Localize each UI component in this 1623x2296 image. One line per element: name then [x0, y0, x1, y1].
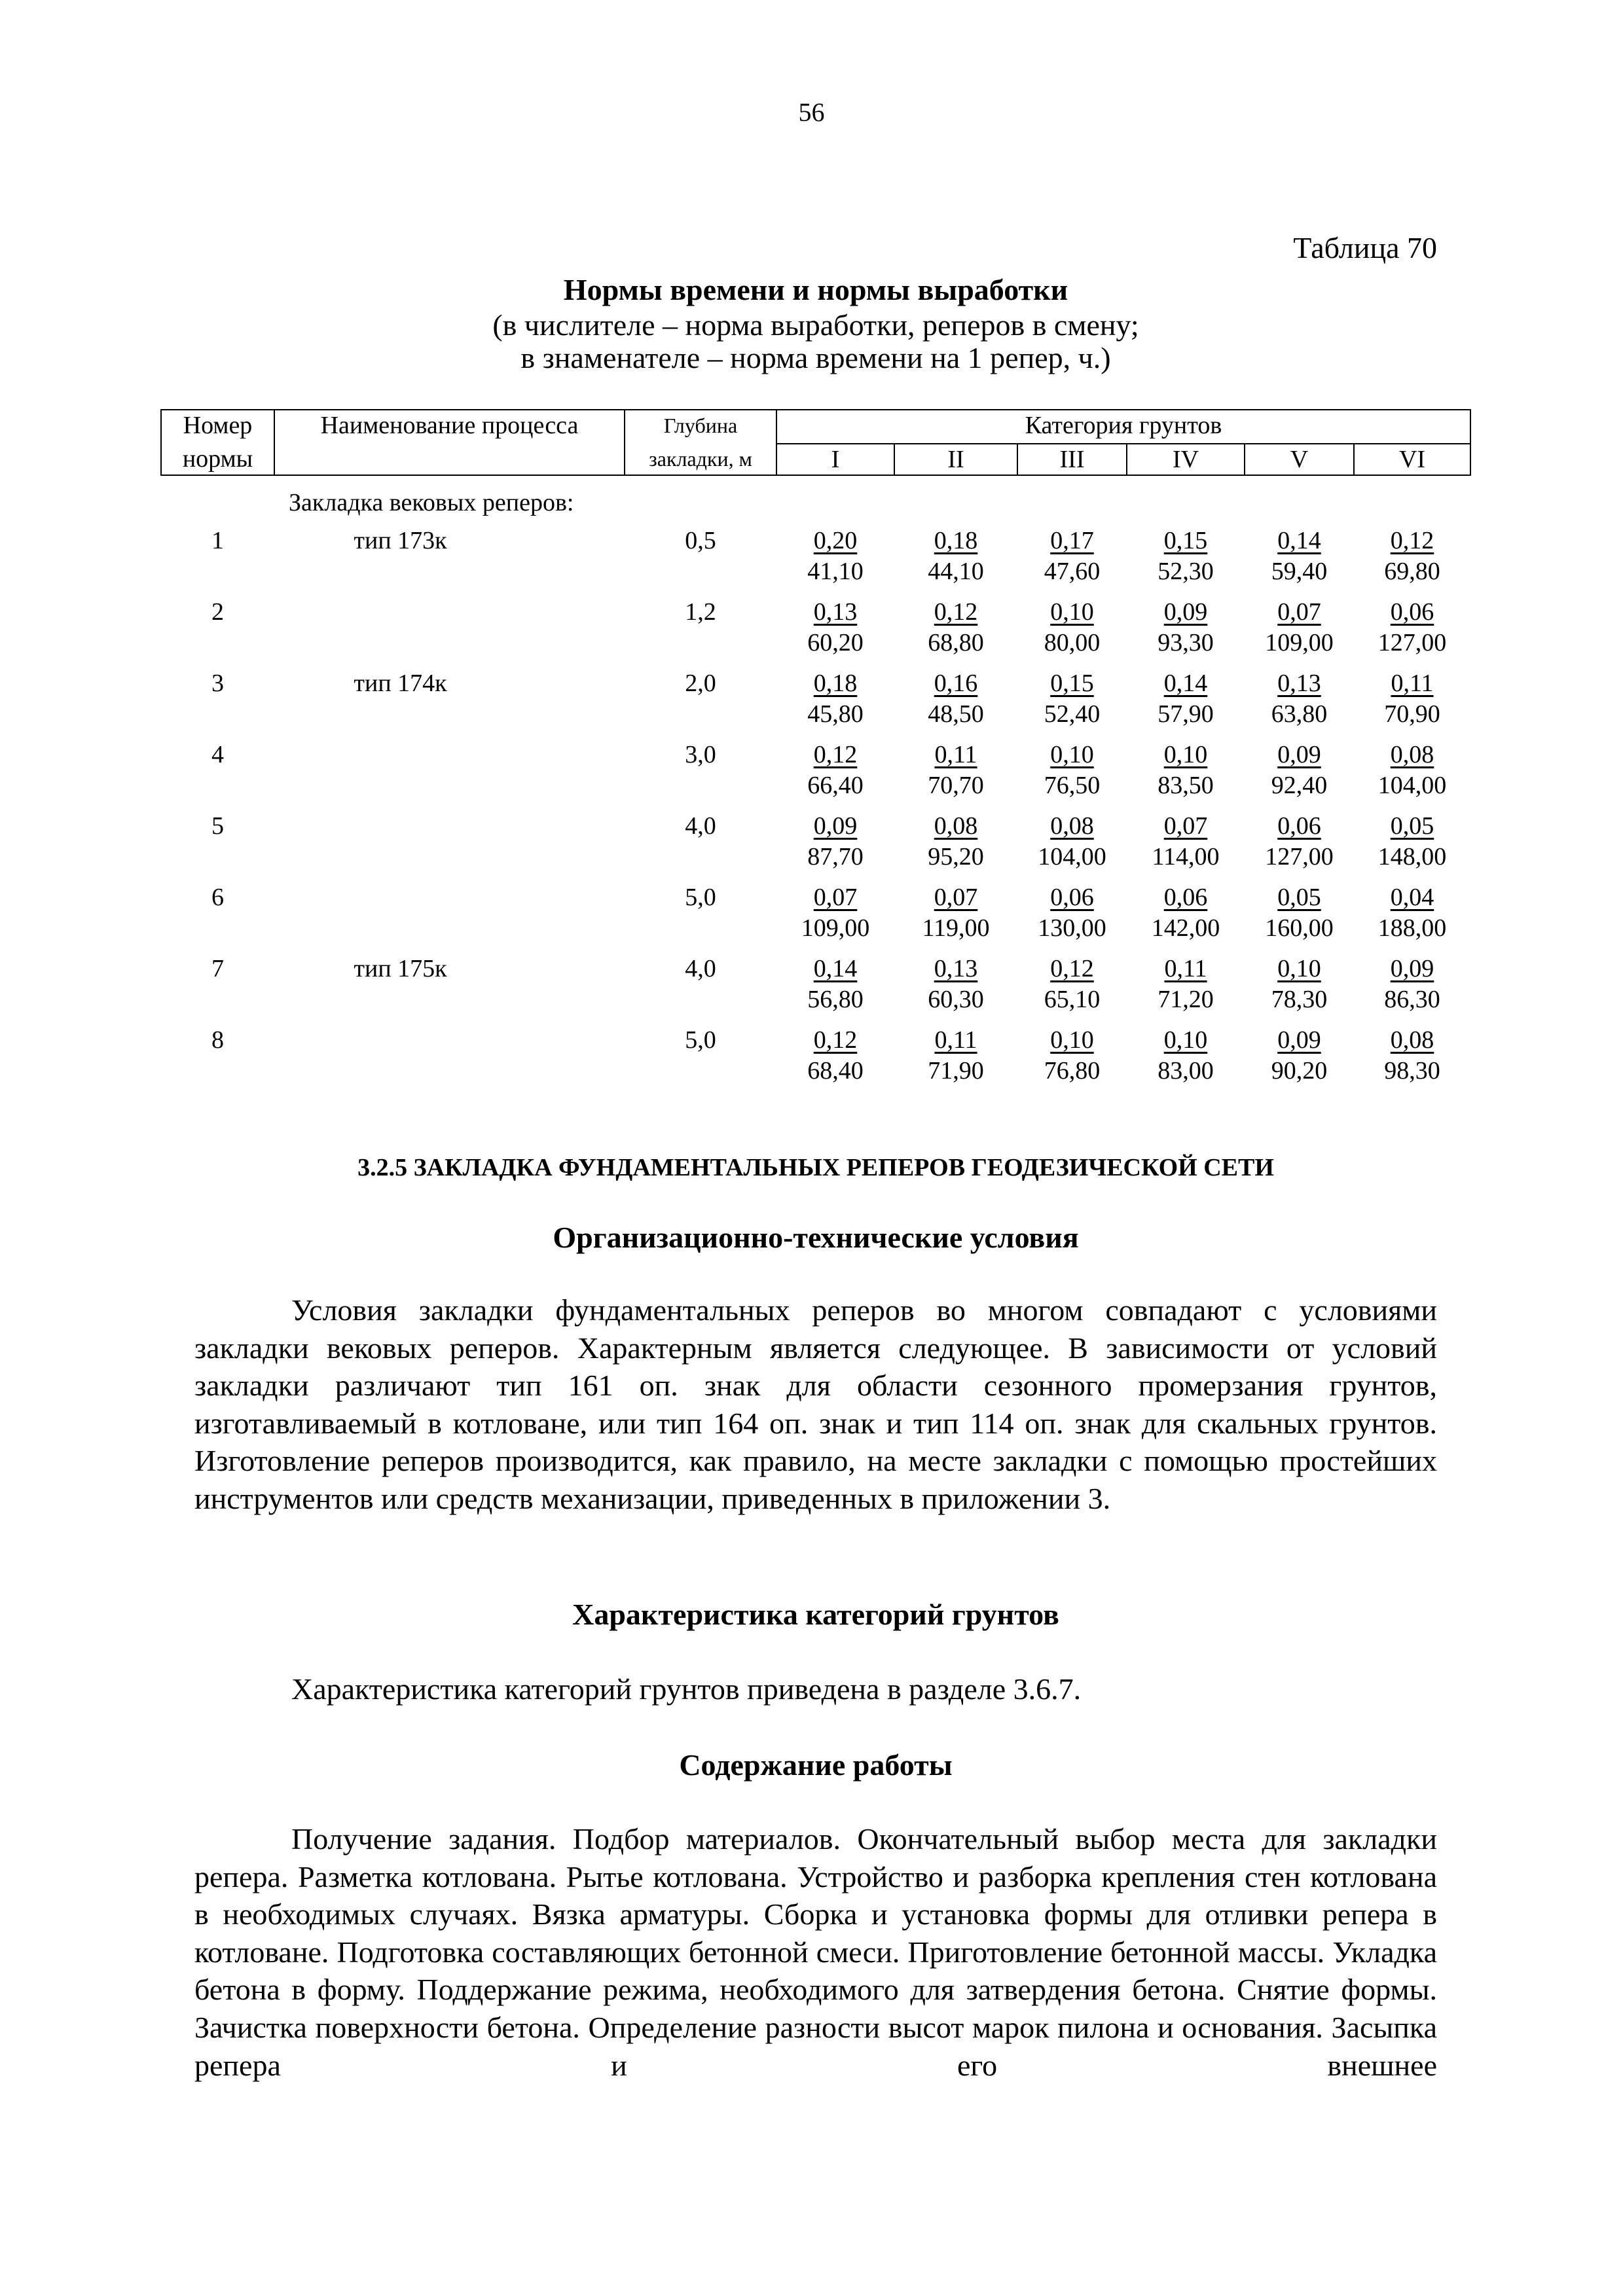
norm-cell [1354, 954, 1470, 1025]
norm-cell [1017, 597, 1127, 668]
depth: 4,0 [685, 955, 716, 982]
header-number-2: нормы [161, 444, 274, 475]
output-norm: 0,06 [1277, 812, 1321, 840]
section-heading: 3.2.5 ЗАКЛАДКА ФУНДАМЕНТАЛЬНЫХ РЕПЕРОВ ГЕОДЕЗИЧЕСКОЙ СЕТИ [357, 1154, 1274, 1181]
time-norm: 86,30 [1384, 986, 1440, 1013]
header-process: Наименование процесса [274, 410, 625, 444]
norm-cell [1245, 740, 1354, 811]
output-norm: 0,10 [1050, 598, 1094, 626]
output-norm: 0,06 [1390, 598, 1434, 626]
header-category: Категория грунтов [776, 410, 1470, 444]
time-norm: 47,60 [1044, 558, 1101, 585]
output-norm: 0,08 [1390, 741, 1434, 768]
output-norm: 0,13 [813, 598, 858, 626]
norm-cell [1127, 882, 1245, 954]
depth: 0,5 [685, 527, 716, 554]
process-name [274, 740, 625, 811]
output-norm: 0,08 [934, 812, 978, 840]
fraction [1158, 954, 1214, 1015]
time-norm: 70,90 [1384, 700, 1440, 728]
norm-number: 3 [211, 670, 224, 697]
time-norm: 71,20 [1158, 986, 1214, 1013]
time-norm: 119,00 [922, 914, 990, 942]
norm-cell [1127, 740, 1245, 811]
output-norm: 0,16 [934, 670, 978, 697]
norm-cell [894, 954, 1017, 1025]
process-name: тип 174к [354, 670, 447, 697]
fraction [1384, 526, 1440, 587]
table-row [161, 811, 1470, 882]
subsection-heading: Организационно-технические условия [553, 1221, 1079, 1254]
time-norm: 93,30 [1158, 629, 1214, 656]
table-row [161, 597, 1470, 668]
fraction [807, 1025, 864, 1086]
fraction [807, 526, 864, 587]
paragraph: Получение задания. Подбор материалов. Окончательный выбор места для закладки репера. Разметка котлована. Рытье котлована. Устройство и разборка крепления стен котлована в необходимых случаях. Вязка арматуры. Сборка и установка формы для отливки репера в котловане. Подготовка составляющих бетонной смеси. Приготовление бетонной массы. Укладка бетона в форму. Поддержание режима, необходимого для затвердения бетона. Снятие формы. Зачистка поверхности бетона. Определение разности высот марок пилона и основания. Засыпка репера и его внешнее [194, 1822, 1437, 2082]
group-label: Закладка вековых реперов: [289, 489, 574, 516]
norm-number: 7 [211, 955, 224, 982]
norm-cell [1127, 954, 1245, 1025]
depth: 5,0 [685, 884, 716, 911]
header-category-iv: IV [1127, 444, 1245, 475]
subsection-heading: Характеристика категорий грунтов [572, 1598, 1059, 1631]
fraction [1044, 740, 1101, 801]
time-norm: 65,10 [1044, 986, 1101, 1013]
fraction [928, 954, 984, 1015]
time-norm: 52,40 [1044, 700, 1101, 728]
time-norm: 59,40 [1271, 558, 1328, 585]
time-norm: 70,70 [928, 772, 984, 799]
output-norm: 0,11 [1391, 670, 1434, 697]
norm-cell [1245, 526, 1354, 597]
time-norm: 57,90 [1158, 700, 1214, 728]
time-norm: 41,10 [807, 558, 864, 585]
norm-cell [1127, 1025, 1245, 1096]
time-norm: 87,70 [807, 843, 864, 870]
table-row [161, 882, 1470, 954]
norm-cell [1017, 1025, 1127, 1096]
time-norm: 130,00 [1038, 914, 1106, 942]
process-name: тип 175к [354, 955, 447, 982]
fraction [1044, 1025, 1101, 1086]
norm-number: 1 [211, 527, 224, 554]
fraction [1044, 954, 1101, 1015]
norm-cell [894, 668, 1017, 740]
time-norm: 60,30 [928, 986, 984, 1013]
output-norm: 0,10 [1163, 1026, 1208, 1054]
output-norm: 0,06 [1050, 884, 1094, 911]
norm-number: 5 [211, 812, 224, 840]
fraction [1378, 597, 1447, 658]
page-number: 56 [798, 98, 825, 127]
norm-cell [894, 811, 1017, 882]
table-label: Таблица 70 [1293, 231, 1437, 264]
fraction [1038, 811, 1106, 872]
fraction [807, 740, 864, 801]
norm-cell [1127, 668, 1245, 740]
fraction [1271, 526, 1328, 587]
norm-cell [776, 740, 894, 811]
norm-cell [776, 1025, 894, 1096]
norm-cell [1245, 811, 1354, 882]
norm-cell [1017, 668, 1127, 740]
output-norm: 0,18 [813, 670, 858, 697]
norm-cell [1017, 882, 1127, 954]
table-title: Нормы времени и нормы выработки [563, 273, 1068, 306]
output-norm: 0,17 [1050, 527, 1094, 554]
header-category-i: I [776, 444, 894, 475]
fraction [1271, 740, 1328, 801]
time-norm: 148,00 [1377, 843, 1447, 870]
time-norm: 66,40 [807, 772, 864, 799]
time-norm: 127,00 [1377, 629, 1447, 656]
time-norm: 80,00 [1044, 629, 1101, 656]
output-norm: 0,12 [934, 598, 978, 626]
fraction [1384, 954, 1440, 1015]
fraction [1044, 668, 1101, 730]
output-norm: 0,11 [1164, 955, 1207, 982]
fraction [1378, 882, 1447, 944]
table-row [161, 1025, 1470, 1096]
output-norm: 0,07 [813, 884, 858, 911]
norm-cell [1354, 668, 1470, 740]
process-name: тип 173к [354, 527, 447, 554]
output-norm: 0,05 [1390, 812, 1434, 840]
time-norm: 68,80 [928, 629, 984, 656]
fraction [1044, 526, 1101, 587]
fraction [1265, 597, 1334, 658]
depth: 2,0 [685, 670, 716, 697]
norm-cell [894, 882, 1017, 954]
norm-cell [894, 597, 1017, 668]
time-norm: 69,80 [1384, 558, 1440, 585]
norm-cell [1017, 740, 1127, 811]
output-norm: 0,14 [813, 955, 858, 982]
fraction [1271, 1025, 1328, 1086]
norm-number: 8 [211, 1026, 224, 1054]
time-norm: 63,80 [1271, 700, 1328, 728]
time-norm: 83,00 [1158, 1057, 1214, 1085]
norm-cell [1245, 668, 1354, 740]
norm-cell [894, 740, 1017, 811]
fraction [1044, 597, 1101, 658]
norm-cell [1354, 526, 1470, 597]
table-row [161, 954, 1470, 1025]
fraction [928, 597, 984, 658]
subsection-heading: Содержание работы [679, 1748, 953, 1782]
output-norm: 0,11 [934, 741, 977, 768]
output-norm: 0,14 [1277, 527, 1321, 554]
header-category-v: V [1245, 444, 1354, 475]
output-norm: 0,10 [1163, 741, 1208, 768]
fraction [1038, 882, 1106, 944]
time-norm: 48,50 [928, 700, 984, 728]
fraction [1384, 1025, 1440, 1086]
norm-cell [894, 1025, 1017, 1096]
depth: 1,2 [685, 598, 716, 626]
fraction [928, 1025, 984, 1086]
output-norm: 0,09 [1163, 598, 1208, 626]
output-norm: 0,15 [1050, 670, 1094, 697]
output-norm: 0,07 [1163, 812, 1208, 840]
time-norm: 188,00 [1377, 914, 1447, 942]
table-row [161, 740, 1470, 811]
norm-cell [776, 526, 894, 597]
output-norm: 0,15 [1163, 527, 1208, 554]
output-norm: 0,18 [934, 527, 978, 554]
norm-cell [1245, 882, 1354, 954]
table-row [161, 526, 1470, 597]
process-name [274, 811, 625, 882]
time-norm: 90,20 [1271, 1057, 1328, 1085]
fraction [1158, 668, 1214, 730]
fraction [928, 811, 984, 872]
fraction [1384, 668, 1440, 730]
output-norm: 0,12 [1390, 527, 1434, 554]
norm-cell [776, 882, 894, 954]
paragraph: Характеристика категорий грунтов приведена в разделе 3.6.7. [291, 1672, 1082, 1706]
time-norm: 104,00 [1377, 772, 1447, 799]
fraction [1158, 597, 1214, 658]
fraction [801, 882, 870, 944]
norm-cell [1127, 526, 1245, 597]
norm-cell [894, 526, 1017, 597]
time-norm: 78,30 [1271, 986, 1328, 1013]
time-norm: 98,30 [1384, 1057, 1440, 1085]
fraction [1378, 740, 1447, 801]
output-norm: 0,14 [1163, 670, 1208, 697]
norm-cell [1354, 1025, 1470, 1096]
time-norm: 142,00 [1151, 914, 1220, 942]
fraction [928, 740, 984, 801]
paragraph: Условия закладки фундаментальных реперов во многом совпадают с условиями закладки вековых реперов. Характерным является следующее. В зависимости от условий закладки различают тип 161 оп. знак для области сезонного промерзания грунтов, изготавливаемый в котловане, или тип 164 оп. знак и тип 114 оп. знак для скальных грунтов. Изготовление реперов производится, как правило, на месте закладки с помощью простейших инструментов или средств механизации, приведенных в приложении 3. [194, 1293, 1437, 1515]
norm-cell [1017, 811, 1127, 882]
output-norm: 0,13 [934, 955, 978, 982]
output-norm: 0,09 [813, 812, 858, 840]
time-norm: 44,10 [928, 558, 984, 585]
fraction [807, 811, 864, 872]
output-norm: 0,04 [1390, 884, 1434, 911]
header-category-ii: II [894, 444, 1017, 475]
header-depth-2: закладки, м [625, 444, 776, 475]
time-norm: 56,80 [807, 986, 864, 1013]
norm-cell [1245, 954, 1354, 1025]
fraction [807, 954, 864, 1015]
norm-number: 4 [211, 741, 224, 768]
norm-cell [776, 954, 894, 1025]
output-norm: 0,08 [1390, 1026, 1434, 1054]
output-norm: 0,08 [1050, 812, 1094, 840]
norm-number: 2 [211, 598, 224, 626]
output-norm: 0,12 [1050, 955, 1094, 982]
output-norm: 0,13 [1277, 670, 1321, 697]
header-depth: Глубина [625, 410, 776, 444]
fraction [1265, 811, 1334, 872]
norm-cell [1354, 811, 1470, 882]
norm-cell [1245, 1025, 1354, 1096]
table-subtitle: (в числителе – норма выработки, реперов в смену; [492, 308, 1139, 342]
fraction [1271, 668, 1328, 730]
norm-cell [1245, 597, 1354, 668]
depth: 5,0 [685, 1026, 716, 1054]
fraction [1271, 954, 1328, 1015]
output-norm: 0,07 [934, 884, 978, 911]
time-norm: 76,50 [1044, 772, 1101, 799]
time-norm: 83,50 [1158, 772, 1214, 799]
norm-cell [776, 597, 894, 668]
fraction [807, 668, 864, 730]
output-norm: 0,20 [813, 527, 858, 554]
output-norm: 0,12 [813, 741, 858, 768]
fraction [1158, 1025, 1214, 1086]
output-norm: 0,10 [1277, 955, 1321, 982]
output-norm: 0,09 [1390, 955, 1434, 982]
header-category-iii: III [1017, 444, 1127, 475]
time-norm: 127,00 [1265, 843, 1334, 870]
output-norm: 0,12 [813, 1026, 858, 1054]
process-name [274, 1025, 625, 1096]
header-category-vi: VI [1354, 444, 1470, 475]
norm-cell [1017, 954, 1127, 1025]
time-norm: 160,00 [1265, 914, 1334, 942]
time-norm: 60,20 [807, 629, 864, 656]
table-row [161, 668, 1470, 740]
output-norm: 0,05 [1277, 884, 1321, 911]
depth: 3,0 [685, 741, 716, 768]
fraction [1152, 882, 1220, 944]
norm-cell [776, 811, 894, 882]
norm-cell [1017, 526, 1127, 597]
norm-cell [1354, 597, 1470, 668]
output-norm: 0,09 [1277, 1026, 1321, 1054]
fraction [922, 882, 989, 944]
time-norm: 71,90 [928, 1057, 984, 1085]
header-process-2 [274, 444, 625, 475]
fraction [1378, 811, 1447, 872]
norm-cell [1354, 740, 1470, 811]
norm-cell [1127, 597, 1245, 668]
process-name [274, 597, 625, 668]
fraction [1158, 740, 1214, 801]
time-norm: 68,40 [807, 1057, 864, 1085]
time-norm: 52,30 [1158, 558, 1214, 585]
time-norm: 92,40 [1271, 772, 1328, 799]
output-norm: 0,06 [1163, 884, 1208, 911]
fraction [807, 597, 864, 658]
fraction [1265, 882, 1334, 944]
output-norm: 0,07 [1277, 598, 1321, 626]
fraction [1158, 526, 1214, 587]
output-norm: 0,11 [934, 1026, 977, 1054]
norms-table [160, 409, 1471, 1096]
fraction [928, 526, 984, 587]
time-norm: 95,20 [928, 843, 984, 870]
time-norm: 109,00 [1265, 629, 1334, 656]
time-norm: 45,80 [807, 700, 864, 728]
time-norm: 109,00 [801, 914, 870, 942]
norm-cell [776, 668, 894, 740]
output-norm: 0,10 [1050, 1026, 1094, 1054]
norm-number: 6 [211, 884, 224, 911]
time-norm: 104,00 [1038, 843, 1106, 870]
output-norm: 0,09 [1277, 741, 1321, 768]
table-subtitle: в знаменателе – норма времени на 1 репер, ч.) [520, 341, 1111, 374]
norm-cell [1354, 882, 1470, 954]
time-norm: 76,80 [1044, 1057, 1101, 1085]
time-norm: 114,00 [1152, 843, 1220, 870]
header-number: Номер [161, 410, 274, 444]
process-name [274, 882, 625, 954]
output-norm: 0,10 [1050, 741, 1094, 768]
norm-cell [1127, 811, 1245, 882]
fraction [928, 668, 984, 730]
fraction [1152, 811, 1219, 872]
depth: 4,0 [685, 812, 716, 840]
